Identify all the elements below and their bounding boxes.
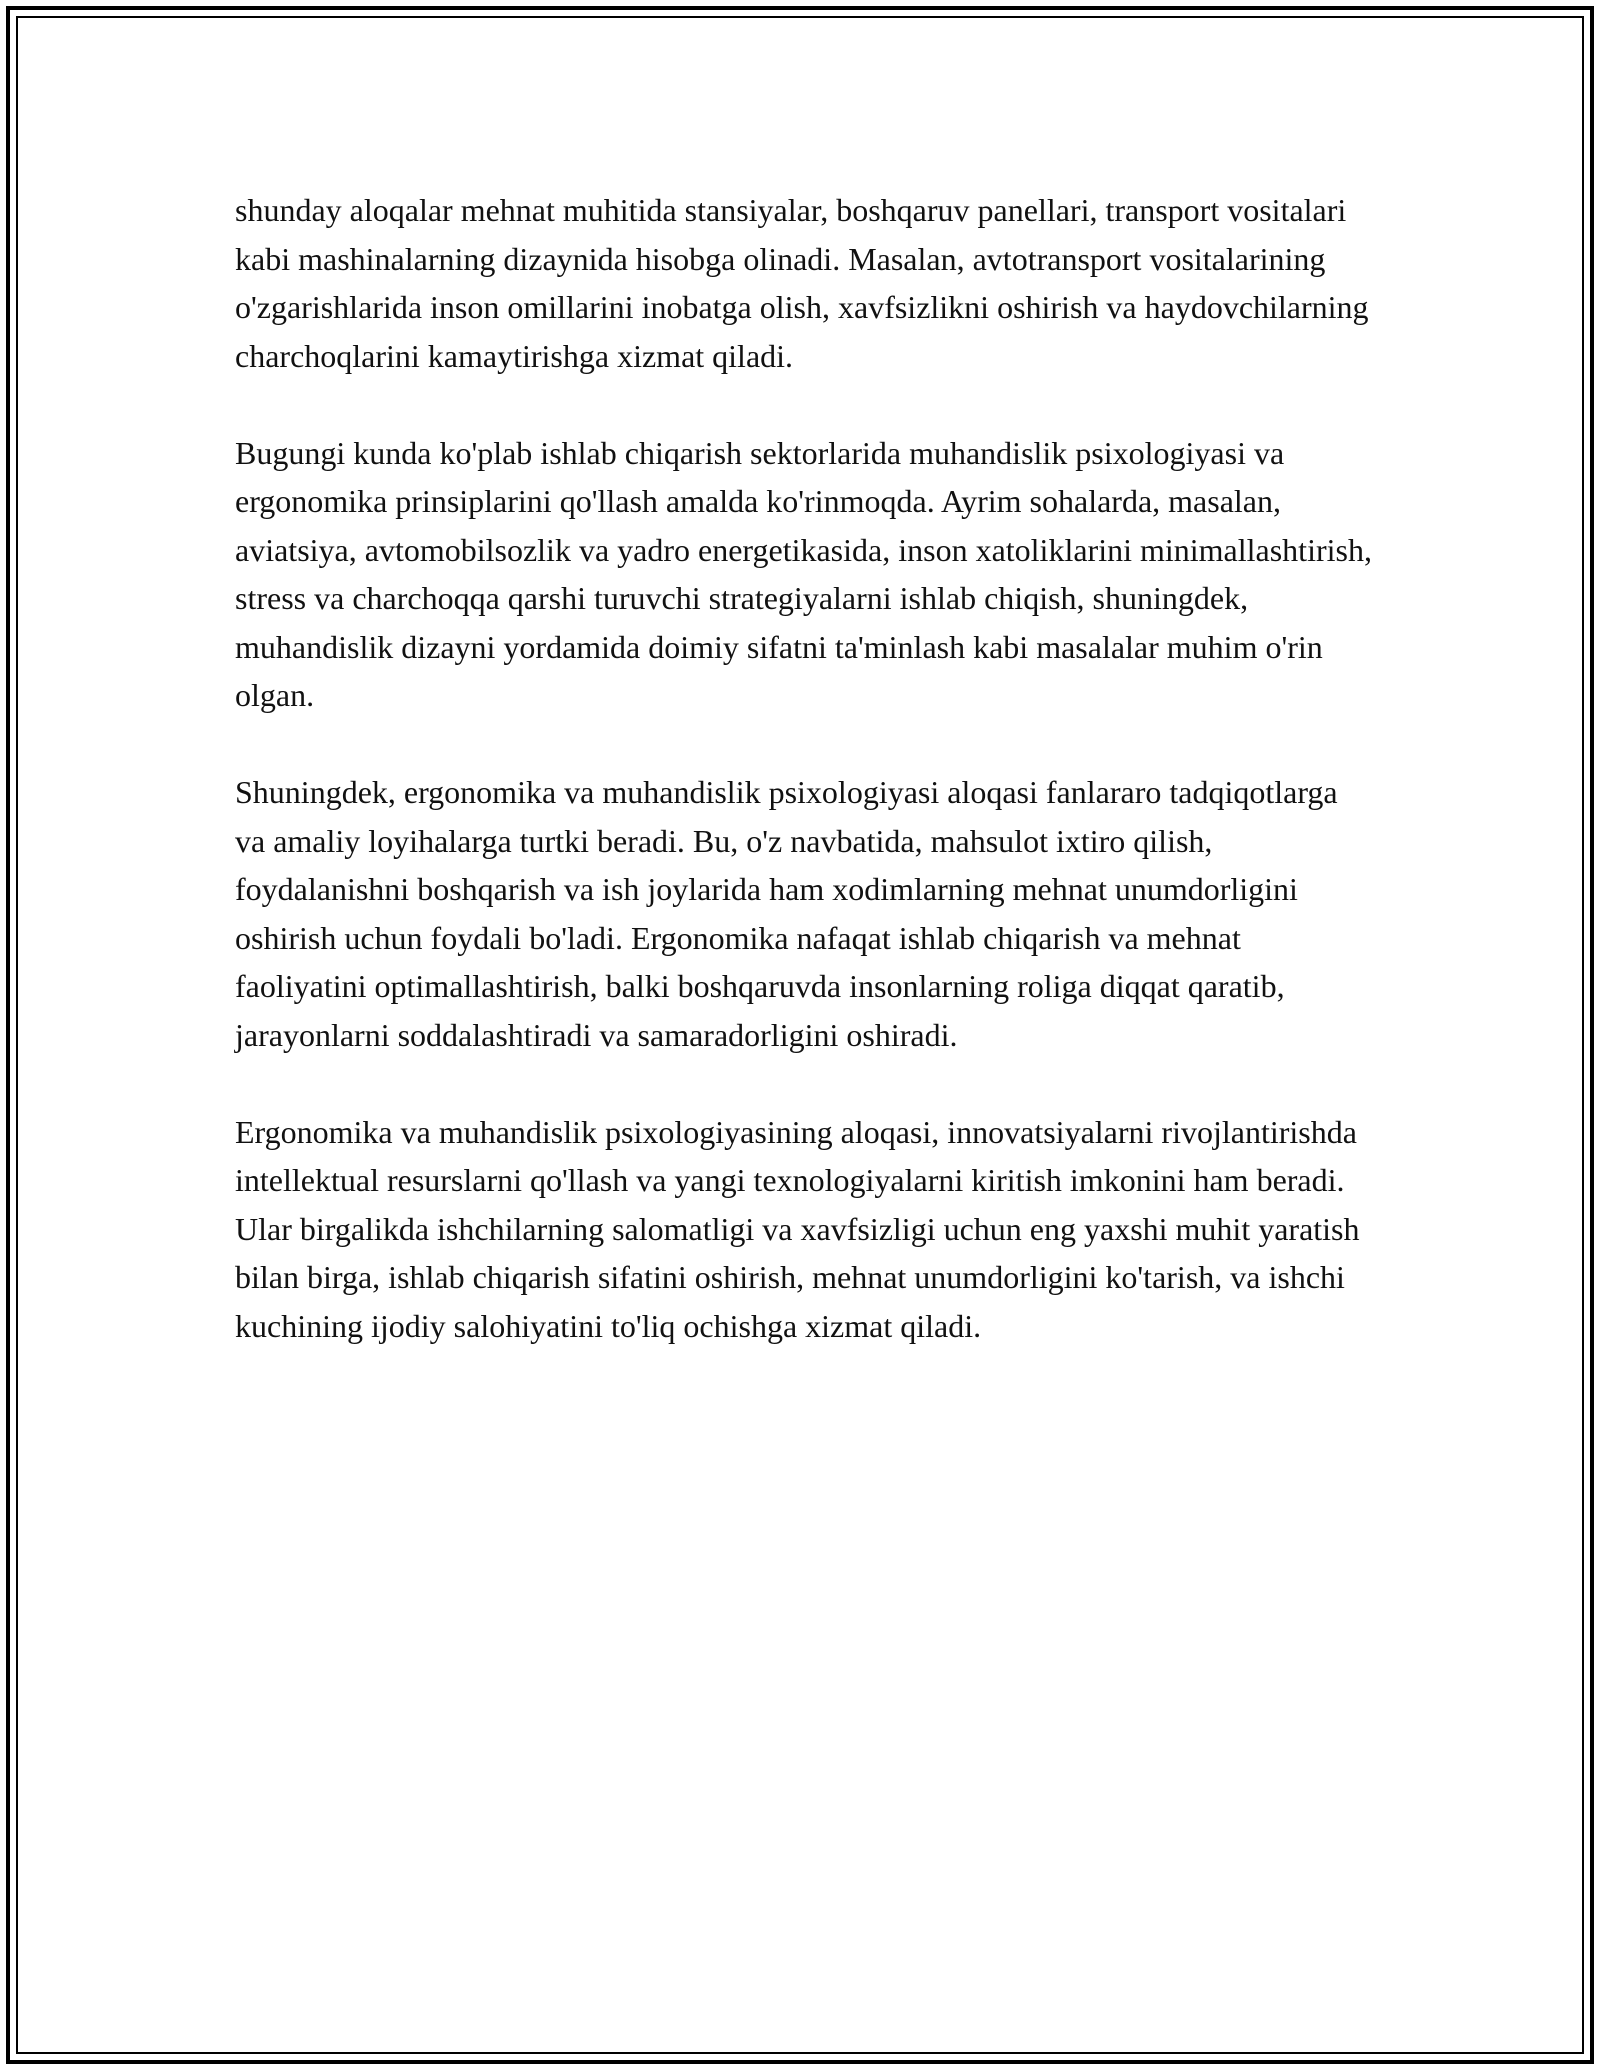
paragraph-4: Ergonomika va muhandislik psixologiyasining aloqasi, innovatsiyalarni rivojlantirishda intellektual resurslarni qo'llash va yangi texnologiyalarni kiritish imkonini ham beradi. Ular birgalikda ishchilarning salomatligi va xavfsizligi uchun eng yaxshi muhit yaratish bilan birga, ishlab chiqarish sifatini oshirish, mehnat unumdorligini ko'tarish, va ishchi kuchining ijodiy salohiyatini to'liq ochishga xizmat qiladi. [235, 1113, 1360, 1344]
paragraph-3: Shuningdek, ergonomika va muhandislik psixologiyasi aloqasi fanlararo tadqiqotlarga va amaliy loyihalarga turtki beradi. Bu, o'z navbatida, mahsulot ixtiro qilish, foydalanishni boshqarish va ish joylarida ham xodimlarning mehnat unumdorligini oshirish uchun foydali bo'ladi. Ergonomika nafaqat ishlab chiqarish va mehnat faoliyatini optimallashtirish, balki boshqaruvda insonlarning roliga diqqat qaratib, jarayonlarni soddalashtiradi va samaradorligini oshiradi. [235, 774, 1338, 1053]
paragraph-2: Bugungi kunda ko'plab ishlab chiqarish sektorlarida muhandislik psixologiyasi va ergonomika prinsiplarini qo'llash amalda ko'rinmoqda. Ayrim sohalarda, masalan, aviatsiya, avtomobilsozlik va yadro energetikasida, inson xatoliklarini minimallashtirish, stress va charchoqqa qarshi turuvchi strategiyalarni ishlab chiqish, shuningdek, muhandislik dizayni yordamida doimiy sifatni ta'minlash kabi masalalar muhim o'rin olgan. [235, 434, 1372, 713]
paragraph-1: shunday aloqalar mehnat muhitida stansiyalar, boshqaruv panellari, transport vositalari kabi mashinalarning dizaynida hisobga olinadi. Masalan, avtotransport vositalarining o'zgarishlarida inson omillarini inobatga olish, xavfsizlikni oshirish va haydovchilarning charchoqlarini kamaytirishga xizmat qiladi. [235, 192, 1369, 374]
document-body [235, 186, 1375, 1399]
